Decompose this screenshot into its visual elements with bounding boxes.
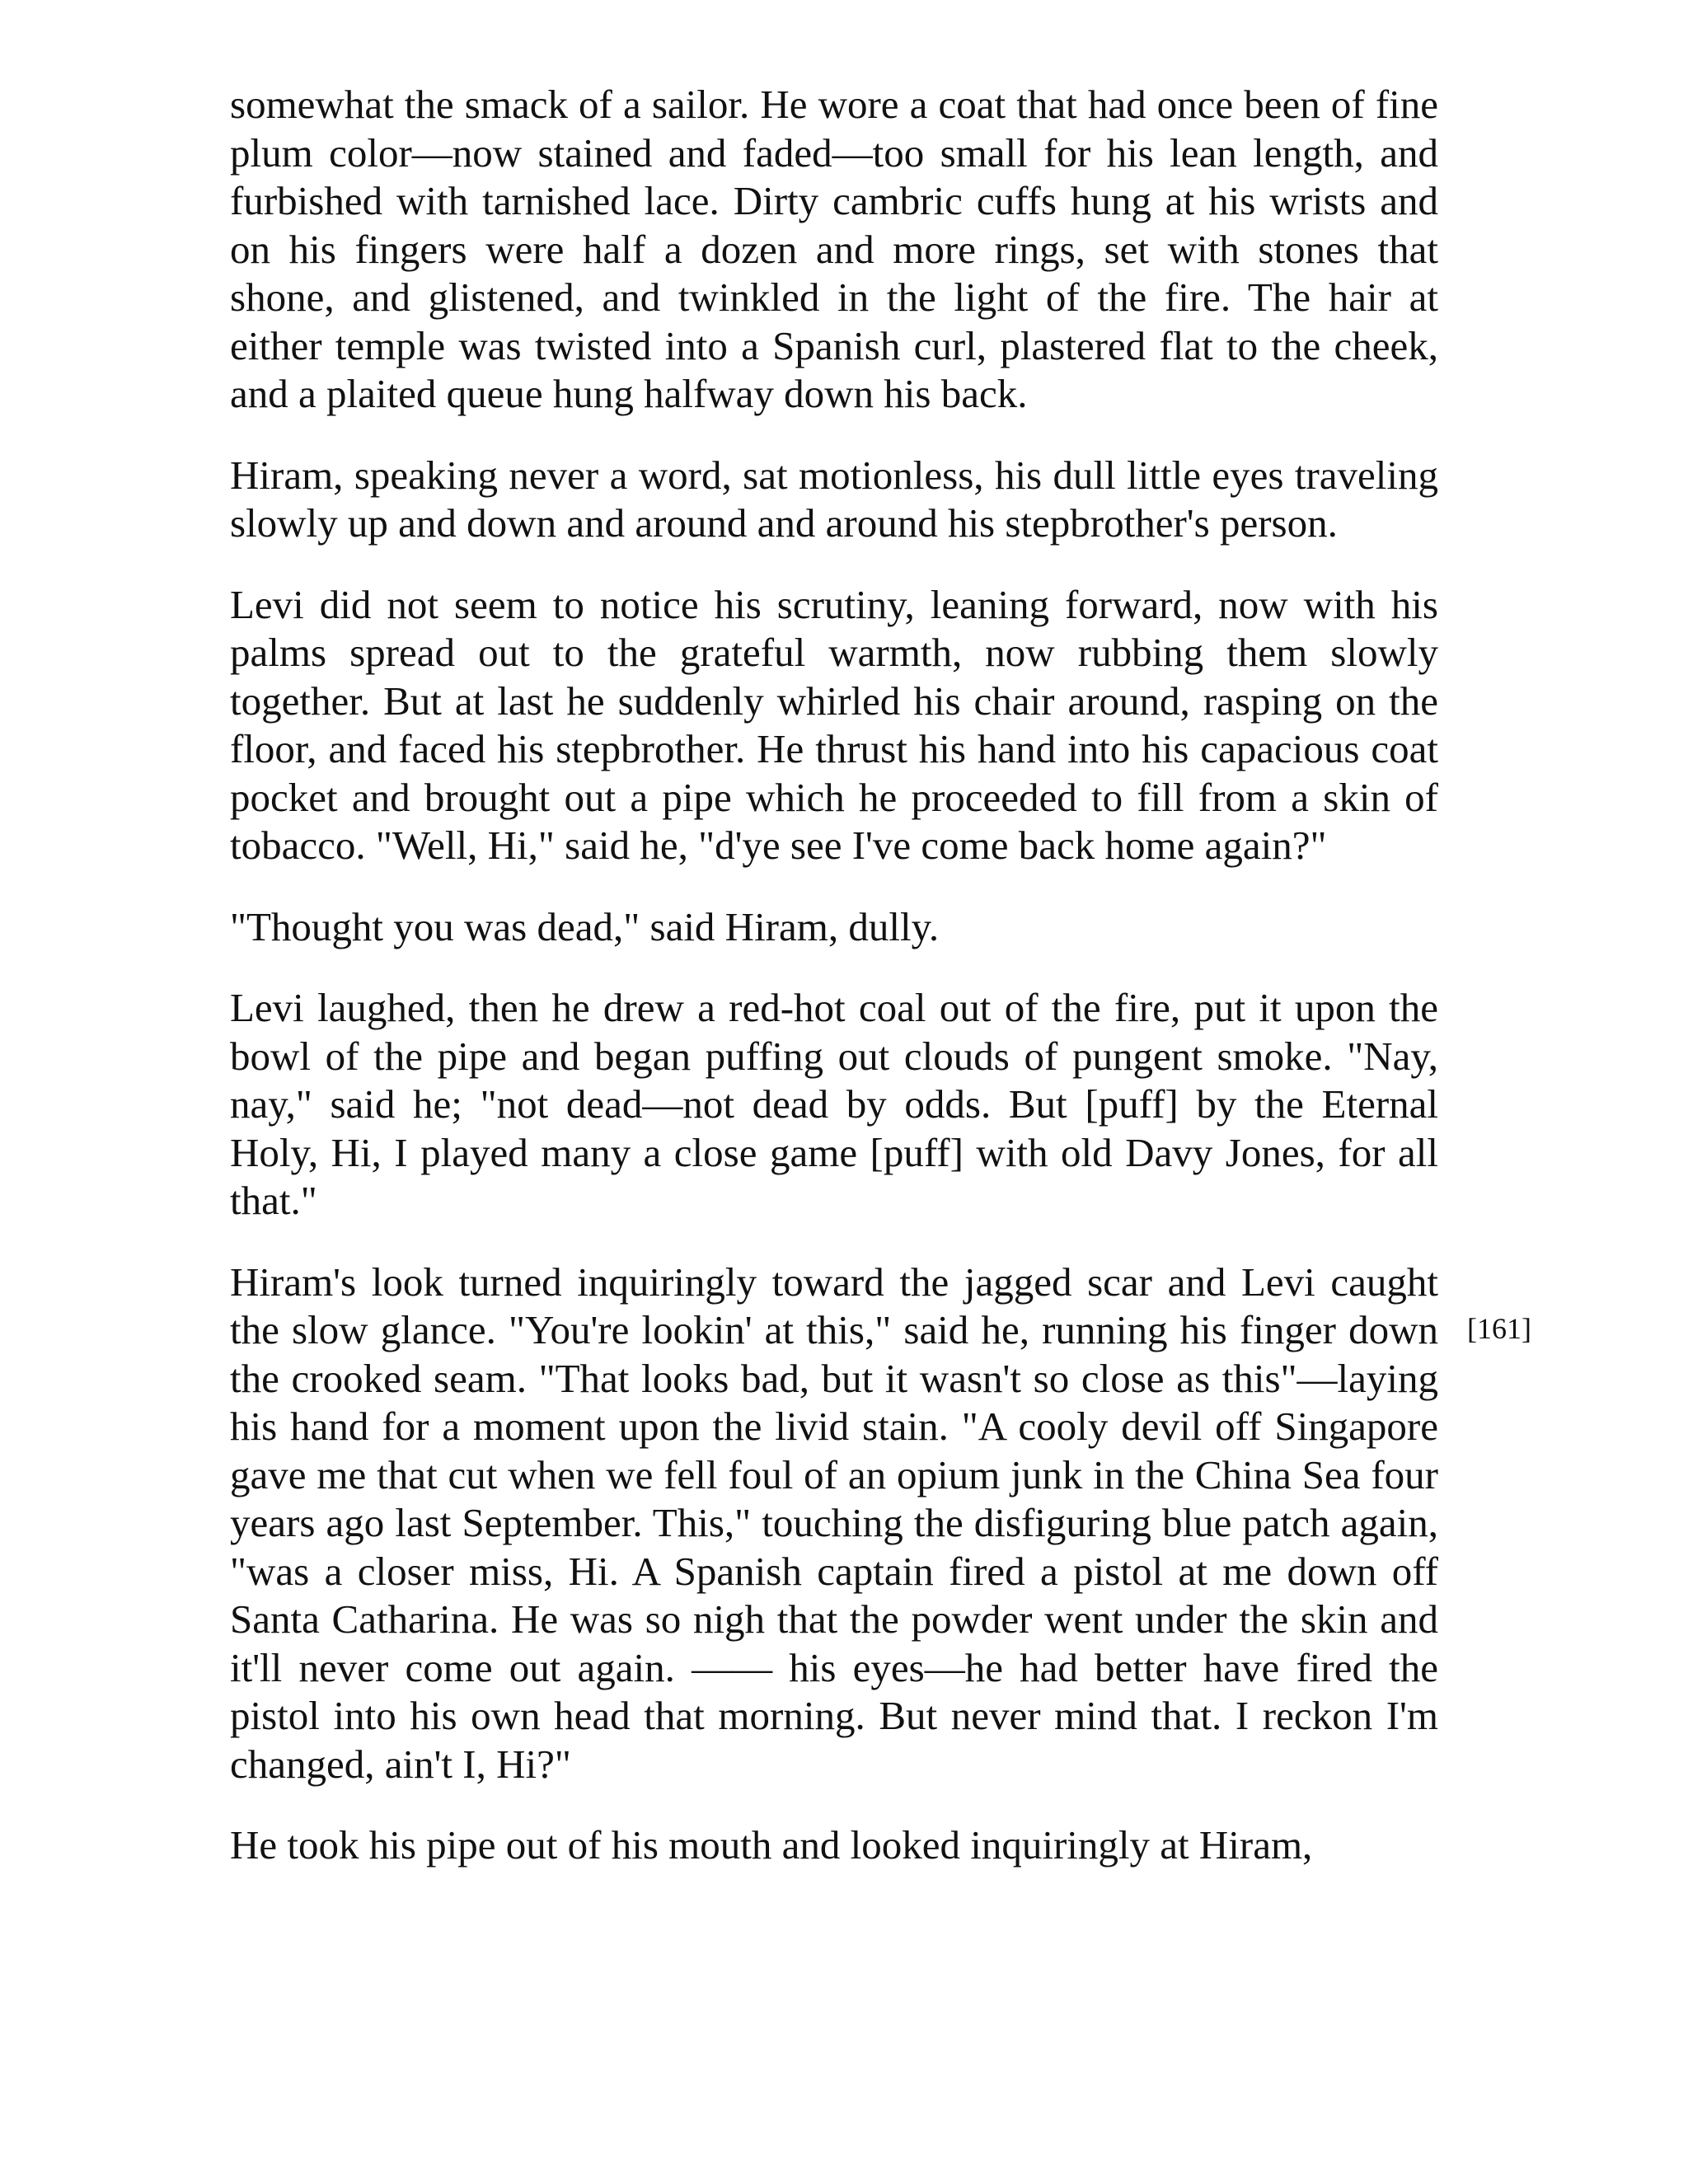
page-number: [161]	[1467, 1312, 1531, 1345]
paragraph: somewhat the smack of a sailor. He wore a coat that had once been of fine plum color—now stained and faded—too small for his lean length, and furbished with tarnished lace. Dirty cambric cuffs hung at his wrists and on his fingers were half a dozen and more rings, set with stones that shone, and glistened, and twinkled in the light of the fire. The hair at either temple was twisted into a Spanish curl, plastered flat to the cheek, and a plaited queue hung halfway down his back.	[230, 82, 1438, 416]
text-column	[230, 81, 1438, 1903]
paragraph: Hiram, speaking never a word, sat motionless, his dull little eyes traveling slowly up and down and around and around his stepbrother's person.	[230, 452, 1438, 546]
paragraph: "Thought you was dead," said Hiram, dully.	[230, 903, 940, 949]
paragraph: Levi laughed, then he drew a red-hot coal out of the fire, put it upon the bowl of the pipe and began puffing out clouds of pungent smoke. "Nay, nay," said he; "not dead—not dead by odds. But [puff] by the Eternal Holy, Hi, I played many a close game [puff] with old Davy Jones, for all that."	[230, 985, 1438, 1223]
paragraph: He took his pipe out of his mouth and looked inquiringly at Hiram,	[230, 1822, 1313, 1868]
paragraph: Levi did not seem to notice his scrutiny, leaning forward, now with his palms spread out to the grateful warmth, now rubbing them slowly together. But at last he suddenly whirled his chair around, rasping on the floor, and faced his stepbrother. He thrust his hand into his capacious coat pocket and brought out a pipe which he proceeded to fill from a skin of tobacco. "Well, Hi," said he, "d'ye see I've come back home again?"	[230, 581, 1438, 868]
paragraph: Hiram's look turned inquiringly toward the jagged scar and Levi caught the slow glance. "You're lookin' at this," said he, running his finger down the crooked seam. "That looks bad, but it wasn't so close as this"—laying his hand for a moment upon the livid stain. "A cooly devil off Singapore gave me that cut when we fell foul of an opium junk in the China Sea four years ago last September. This," touching the disfiguring blue patch again, "was a closer miss, Hi. A Spanish captain fired a pistol at me down off Santa Catharina. He was so nigh that the powder went under the skin and it'll never come out again. —— his eyes—he had better have fired the pistol into his own head that morning. But never mind that. I reckon I'm changed, ain't I, Hi?"	[230, 1258, 1438, 1787]
